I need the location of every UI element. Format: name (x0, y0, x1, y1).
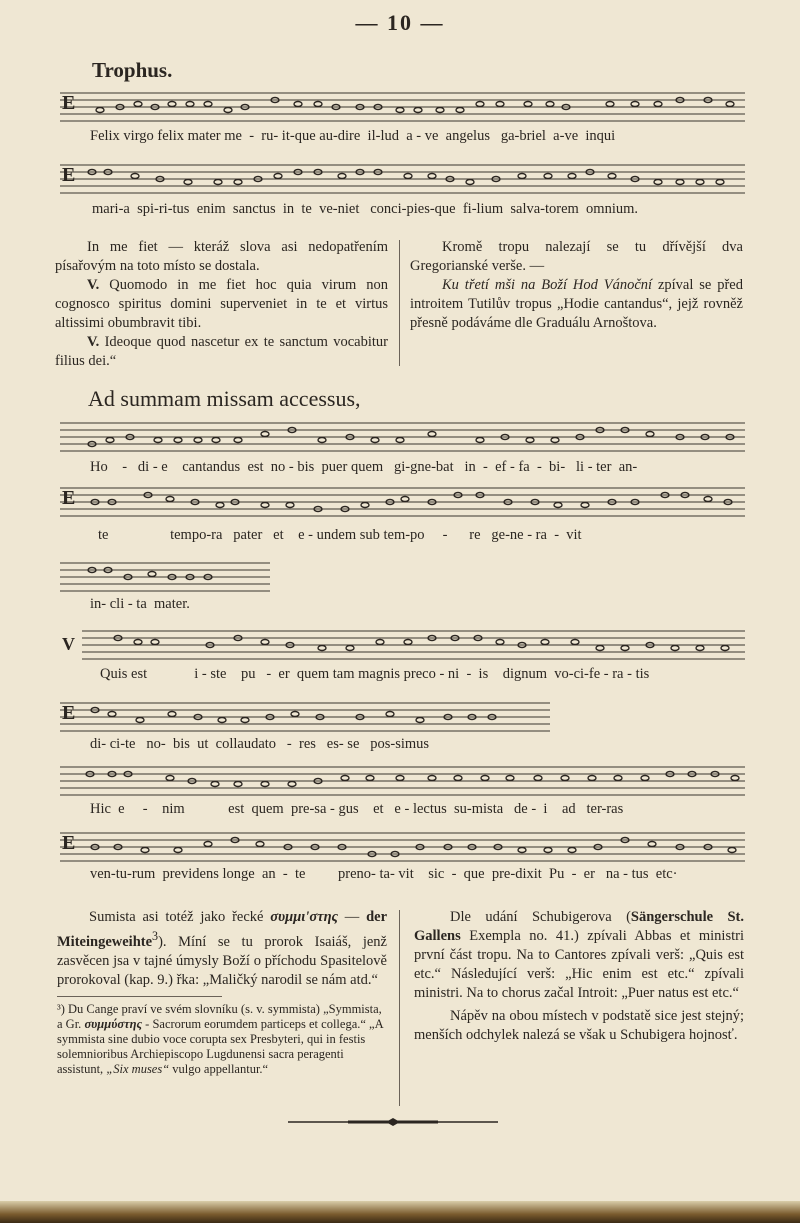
trophus-title: Trophus. (92, 58, 173, 82)
text-run: vulgo appellantur.“ (169, 1062, 269, 1076)
left-para-3 (55, 333, 388, 371)
svg-text:E: E (62, 487, 76, 509)
right-column-top (410, 238, 743, 333)
music-staff-1 (60, 90, 745, 122)
neume-staff-1 (60, 90, 745, 122)
neume-staff-5 (60, 560, 270, 592)
footnote-ref: 3 (152, 929, 159, 943)
music-staff-9 (60, 830, 745, 862)
right-para-2-italic: Ku třetí mši na Boží Hod Vánoční (442, 277, 653, 293)
music-staff-3 (60, 420, 745, 452)
svg-text:E: E (62, 164, 76, 186)
lyric-line-8: Hic e - nim est quem pre-sa - gus et e - lectus su-mista de - i ad ter-ras (90, 801, 624, 817)
left-bottom-para (57, 908, 387, 990)
left-column-top (55, 238, 388, 371)
ad-summam-heading: Ad summam missam accessus, (88, 386, 361, 411)
svg-text:E: E (62, 92, 76, 114)
text-run: Exempla no. 41.) zpívali Abbas et ministri první část tropu. Na to Cantores zpívali verš: „Quis est etc.“ Následující verš: „Hic enim est etc.“ zpívali ministri. Na to chorus začal Introit: „Puer natus est etc.“ (414, 928, 744, 1001)
music-staff-7 (60, 700, 550, 732)
text-run: - Sacrorum eorumdem particeps et collega.“ „A symmista sine dubio voce corupta sex Presbyteri, qui in festis solemnioribus Archiepiscopo Lugdunensi sacra peragenti assistunt, (57, 1017, 383, 1076)
verse-marker: V. (87, 334, 100, 350)
music-staff-5 (60, 560, 270, 592)
text-run: — (338, 909, 367, 925)
right-para-2-text: zpíval se před introitem Tutilův tropus „Hodie cantandus“, jejž rovněž přesně podáváme dle Graduálu Arnoštova. (410, 277, 743, 331)
music-staff-6 (60, 628, 745, 660)
italic-word: „Six muses“ (106, 1062, 170, 1076)
footnote-rule (57, 996, 222, 997)
right-bottom-para-1 (414, 908, 744, 1003)
verse-marker: V. (87, 277, 100, 293)
lyric-line-3: Ho - di - e cantandus est no - bis puer quem gi-gne-bat in - ef - fa - bi- li - ter an- (90, 459, 638, 475)
left-para-3-text: Ideoque quod nascetur ex te sanctum vocabitur filius dei.“ (55, 334, 388, 369)
neume-staff-3 (60, 420, 745, 452)
left-column-bottom (57, 908, 387, 990)
music-staff-2 (60, 162, 745, 194)
text-run: ). Míní se tu prorok Isaiáš, jenž zasvěcen jsa v tajné úmysly Boží o příchodu Spasitelově prorokoval (kap. 9.) řka: „Maličký narodil se nám atd.“ (57, 933, 387, 988)
footnote (57, 1002, 387, 1077)
neume-staff-4 (60, 485, 745, 517)
lyric-line-4: te tempo-ra pater et e - undem sub tem-po - re ge-ne - ra - vit (98, 527, 582, 543)
right-column-bottom (414, 908, 744, 1045)
column-divider (399, 910, 400, 1106)
left-para-2 (55, 276, 388, 333)
text-run: Sumista asi totéž jako řecké (89, 909, 271, 925)
neume-staff-7 (60, 700, 550, 732)
lyric-line-1: Felix virgo felix mater me - ru- it-que au-dire il-lud a - ve angelus ga-briel a-ve inqui (90, 128, 616, 144)
lyric-line-7: di- ci-te no- bis ut collaudato - res es- se pos-simus (90, 736, 430, 752)
fraktur-word: Sängerschule St. Gallens (414, 909, 744, 944)
neume-staff-9 (60, 830, 745, 862)
column-divider (399, 240, 400, 366)
lyric-line-6: Quis est i - ste pu - er quem tam magnis preco - ni - is dignum vo-ci-fe - ra - tis (100, 666, 650, 682)
right-bottom-para-2: Nápěv na obou místech v podstatě sice jest stejný; menších odchylek nalezá se však u Schubigera hojnosť. (414, 1008, 744, 1043)
left-para-2-text: Quomodo in me fiet hoc quia virum non cognosco spiritus domini superveniet in te et virtus altissimi obumbravit tibi. (55, 277, 388, 331)
lyric-line-5: in- cli - ta mater. (90, 596, 190, 612)
neume-staff-6 (60, 628, 745, 660)
music-staff-8 (60, 764, 745, 796)
text-run: ³) Du Cange praví ve svém slovníku (s. v. symmista) „Symmista, a Gr. (57, 1002, 382, 1031)
music-staff-4 (60, 485, 745, 517)
neume-staff-8 (60, 764, 745, 796)
svg-text:E: E (62, 702, 76, 724)
greek-word: συμμι'στης (270, 909, 339, 925)
verse-marker-v: V (62, 634, 75, 654)
greek-word: συμμύστης (84, 1017, 143, 1031)
left-para-1: In me fiet — kteráž slova asi nedopatřením písařovým na toto místo se dostala. (55, 239, 388, 274)
page-number: — 10 — (355, 10, 445, 35)
fleuron-divider (288, 1118, 498, 1126)
lyric-line-9: ven-tu-rum previdens longe an - te preno- ta- vit sic - que pre-dixit Pu - er na - tus etc· (90, 866, 678, 882)
neume-staff-2 (60, 162, 745, 194)
right-para-1: Kromě tropu nalezají se tu dřívější dva Gregorianské verše. — (410, 239, 743, 274)
svg-text:E: E (62, 832, 76, 854)
page-edge (0, 1201, 800, 1223)
fraktur-word: der Miteingeweihte (57, 909, 387, 950)
lyric-line-2: mari-a spi-ri-tus enim sanctus in te ve-niet conci-pies-que fi-lium salva-torem omnium. (92, 201, 639, 217)
text-run: Dle udání Schubigerova ( (450, 909, 631, 925)
right-para-2 (410, 276, 743, 333)
